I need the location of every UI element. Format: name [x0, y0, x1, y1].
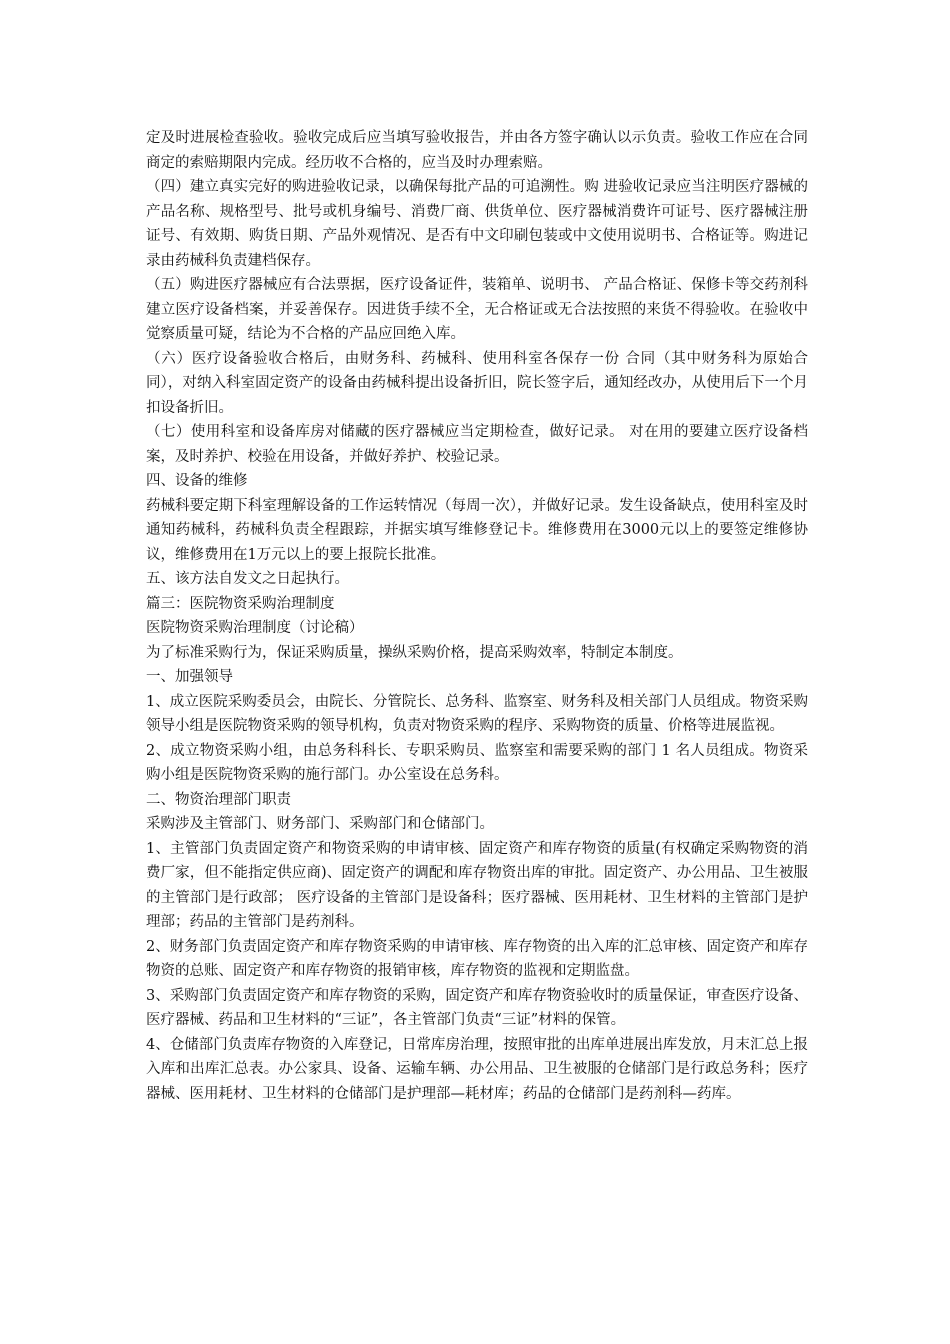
document-title: 医院物资采购治理制度（讨论稿） [146, 620, 364, 636]
paragraph-duty-warehouse: 4、仓储部门负责库存物资的入库登记，日常库房治理，按照审批的出库单进展出库发放，月末汇总上报入库和出库汇总表。办公家具、设备、运输车辆、办公用品、卫生被服的仓储部门是行政总务科；医疗器械、医用耗材、卫生材料的仓储部门是护理部—耗材库；药品的仓储部门是药剂科—药库。 [146, 1036, 808, 1102]
heading-effective-date: 五、该方法自发文之日起执行。 [146, 571, 349, 587]
document-page [146, 126, 808, 1106]
paragraph-section-7-inspection: （七）使用科室和设备库房对储藏的医疗器械应当定期检查，做好记录。 对在用的要建立医疗设备档案，及时养护、校验在用设备，并做好养护、校验记录。 [146, 424, 808, 465]
paragraph-section-5-documents: （五）购进医疗器械应有合法票据，医疗设备证件，装箱单、说明书、 产品合格证、保修卡等交药剂科建立医疗设备档案，并妥善保存。因进货手续不全，无合格证或无合法按照的来货不得验收。在验收中觉察质量可疑，结论为不合格的产品应回绝入库。 [146, 277, 808, 342]
paragraph-procurement-group: 2、成立物资采购小组，由总务科科长、专职采购员、监察室和需要采购的部门 1 名人员组成。物资采购小组是医院物资采购的施行部门。办公室设在总务科。 [146, 742, 808, 783]
paragraph-acceptance-claims: 定及时进展检查验收。验收完成后应当填写验收报告，并由各方签字确认以示负责。验收工作应在合同商定的索赔期限内完成。经历收不合格的，应当及时办理索赔。 [146, 130, 808, 171]
paragraph-duty-finance: 2、财务部门负责固定资产和库存物资采购的申请审核、库存物资的出入库的汇总审核、固定资产和库存物资的总账、固定资产和库存物资的报销审核，库存物资的监视和定期监盘。 [146, 938, 808, 979]
paragraph-section-4-records: （四）建立真实完好的购进验收记录，以确保每批产品的可追溯性。购 进验收记录应当注明医疗器械的产品名称、规格型号、批号或机身编号、消费厂商、供货单位、医疗器械消费许可证号、医疗器械注册证号、有效期、购货日期、产品外观情况、是否有中文印刷包装或中文使用说明书、合格证等。购进记录由药械科负责建档保存。 [146, 179, 808, 269]
paragraph-committee: 1、成立医院采购委员会，由院长、分管院长、总务科、监察室、财务科及相关部门人员组成。物资采购领导小组是医院物资采购的领导机构，负责对物资采购的程序、采购物资的质量、价格等进展监视。 [146, 693, 808, 734]
heading-part-three: 篇三：医院物资采购治理制度 [146, 595, 335, 612]
paragraph-section-6-contract: （六）医疗设备验收合格后，由财务科、药械科、使用科室各保存一份 合同（其中财务科为原始合同），对纳入科室固定资产的设备由药械科提出设备折旧，院长签字后，通知经改办，从使用后下一个月扣设备折旧。 [146, 350, 808, 416]
heading-department-duties: 二、物资治理部门职责 [146, 791, 291, 808]
paragraph-duty-purchasing: 3、采购部门负责固定资产和库存物资的采购，固定资产和库存物资验收时的质量保证，审查医疗设备、医疗器械、药品和卫生材料的“三证”，各主管部门负责“三证”材料的保管。 [146, 987, 808, 1028]
heading-leadership: 一、加强领导 [146, 669, 233, 685]
paragraph-duty-supervising: 1、主管部门负责固定资产和物资采购的申请审核、固定资产和库存物资的质量(有权确定采购物资的消费厂家，但不能指定供应商)、固定资产的调配和库存物资出库的审批。固定资产、办公用品、卫生被服的主管部门是行政部； 医疗设备的主管部门是设备科；医疗器械、医用耗材、卫生材料的主管部门是护理部；药品的主管部门是药剂科。 [146, 840, 808, 930]
paragraph-purpose: 为了标准采购行为，保证采购质量，操纵采购价格，提高采购效率，特制定本制度。 [146, 644, 683, 661]
heading-equipment-repair: 四、设备的维修 [146, 473, 248, 489]
paragraph-repair-details: 药械科要定期下科室理解设备的工作运转情况（每周一次），并做好记录。发生设备缺点，使用科室及时通知药械科，药械科负责全程跟踪，并据实填写维修登记卡。维修费用在3000元以上的要签定维修协议，维修费用在1万元以上的要上报院长批准。 [146, 497, 808, 563]
paragraph-departments-list: 采购涉及主管部门、财务部门、采购部门和仓储部门。 [146, 816, 494, 832]
